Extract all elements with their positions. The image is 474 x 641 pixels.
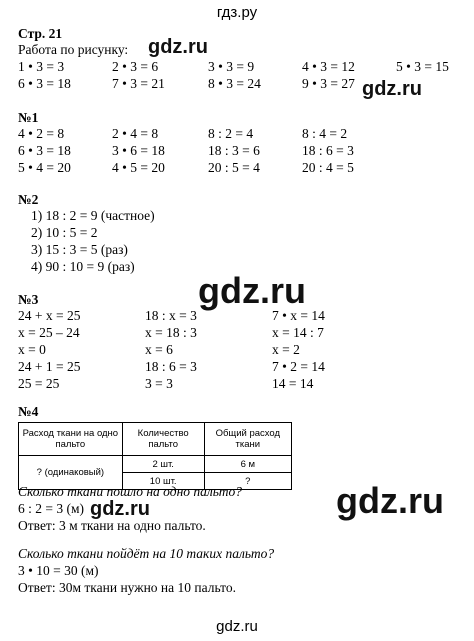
calculation-1: 6 : 2 = 3 (м): [18, 501, 85, 516]
intro-eq: 5 • 3 = 15: [396, 59, 449, 74]
task3-eq: 25 = 25: [18, 376, 60, 391]
task3-eq: 7 • 2 = 14: [272, 359, 325, 374]
question-2: Сколько ткани пойдёт на 10 таких пальто?: [18, 546, 275, 561]
task3-eq: x = 0: [18, 342, 46, 357]
task1-eq: 5 • 4 = 20: [18, 160, 71, 175]
task2-line: 3) 15 : 3 = 5 (раз): [31, 242, 128, 257]
answer-2: Ответ: 30м ткани нужно на 10 пальто.: [18, 580, 236, 595]
watermark: gdz.ru: [362, 78, 422, 100]
task1-eq: 20 : 5 = 4: [208, 160, 260, 175]
task1-eq: 3 • 6 = 18: [112, 143, 165, 158]
fabric-table: [18, 422, 292, 490]
watermark: gdz.ru: [336, 480, 444, 521]
site-header: гдз.ру: [216, 4, 258, 21]
task3-eq: x = 2: [272, 342, 300, 357]
table-header-row: [19, 423, 292, 456]
watermark: gdz.ru: [90, 498, 150, 520]
intro-eq: 7 • 3 = 21: [112, 76, 165, 91]
table-cell: 2 шт.: [122, 456, 204, 473]
table-cell: 10 шт.: [122, 473, 204, 490]
task1-eq: 20 : 4 = 5: [302, 160, 354, 175]
page-label: Стр. 21: [18, 26, 63, 41]
intro-eq: 8 • 3 = 24: [208, 76, 261, 91]
task1-eq: 8 : 2 = 4: [208, 126, 254, 141]
answer-1: Ответ: 3 м ткани на одно пальто.: [18, 518, 206, 533]
table-header-cell: Расход ткани на одно пальто: [19, 423, 123, 456]
intro-eq: 6 • 3 = 18: [18, 76, 71, 91]
table-header-cell: Общий расход ткани: [204, 423, 291, 456]
task3-eq: 18 : x = 3: [145, 308, 197, 323]
task1-eq: 4 • 5 = 20: [112, 160, 165, 175]
watermark: gdz.ru: [148, 36, 208, 58]
task2-title: №2: [18, 192, 39, 207]
table-header-cell: Количество пальто: [122, 423, 204, 456]
task1-eq: 18 : 6 = 3: [302, 143, 354, 158]
task3-eq: 18 : 6 = 3: [145, 359, 197, 374]
task2-line: 2) 10 : 5 = 2: [31, 225, 98, 240]
calculation-2: 3 • 10 = 30 (м): [18, 563, 99, 578]
task3-eq: x = 25 – 24: [18, 325, 80, 340]
intro-eq: 9 • 3 = 27: [302, 76, 355, 91]
question-1: Сколько ткани пошло на одно пальто?: [18, 484, 242, 499]
task3-eq: x = 14 : 7: [272, 325, 324, 340]
task3-eq: x = 18 : 3: [145, 325, 197, 340]
task1-eq: 8 : 4 = 2: [302, 126, 348, 141]
task1-eq: 4 • 2 = 8: [18, 126, 65, 141]
task3-eq: 24 + x = 25: [18, 308, 81, 323]
task2-line: 1) 18 : 2 = 9 (частное): [31, 208, 155, 223]
task4-title: №4: [18, 404, 39, 419]
task3-eq: 7 • x = 14: [272, 308, 325, 323]
table-cell: 6 м: [204, 456, 291, 473]
task3-eq: x = 6: [145, 342, 173, 357]
table-cell: ?: [204, 473, 291, 490]
intro-eq: 3 • 3 = 9: [208, 59, 255, 74]
task1-eq: 18 : 3 = 6: [208, 143, 260, 158]
table-cell: ? (одинаковый): [19, 456, 123, 490]
task3-title: №3: [18, 292, 39, 307]
intro-eq: 4 • 3 = 12: [302, 59, 355, 74]
task3-eq: 24 + 1 = 25: [18, 359, 81, 374]
site-footer: gdz.ru: [216, 618, 258, 635]
intro-heading: Работа по рисунку:: [18, 42, 129, 57]
table-row: [19, 456, 292, 473]
intro-eq: 1 • 3 = 3: [18, 59, 65, 74]
task1-title: №1: [18, 110, 39, 125]
task2-line: 4) 90 : 10 = 9 (раз): [31, 259, 135, 274]
intro-eq: 2 • 3 = 6: [112, 59, 159, 74]
watermark: gdz.ru: [198, 270, 306, 311]
task3-eq: 14 = 14: [272, 376, 314, 391]
task1-eq: 6 • 3 = 18: [18, 143, 71, 158]
task3-eq: 3 = 3: [145, 376, 173, 391]
task1-eq: 2 • 4 = 8: [112, 126, 159, 141]
